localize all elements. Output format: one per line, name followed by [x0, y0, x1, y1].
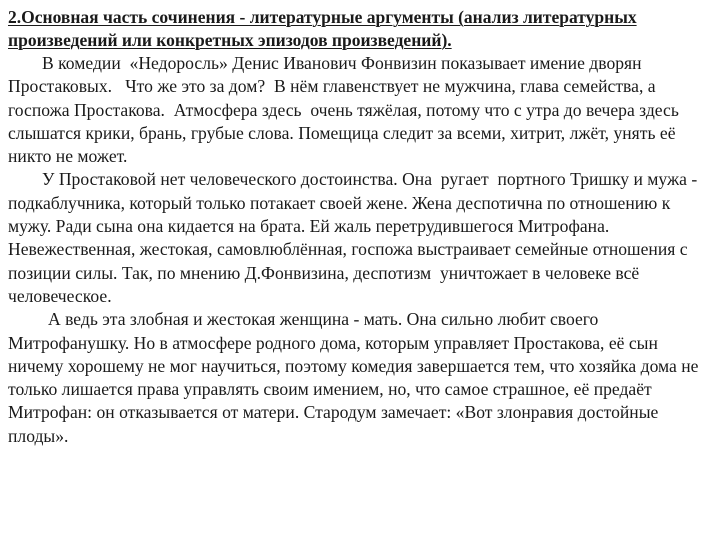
essay-document	[8, 6, 714, 448]
paragraph-1: В комедии «Недоросль» Денис Иванович Фонвизин показывает имение дворян Простаковых. Что же это за дом? В нём главенствует не мужчина, глава семейства, а госпожа Простакова. Атмосфера здесь очень тяжёлая, потому что с утра до вечера здесь слышатся крики, брань, грубые слова. Помещица следит за всеми, хитрит, лжёт, унять её никто не может.	[8, 53, 684, 167]
paragraph-3: А ведь эта злобная и жестокая женщина - мать. Она сильно любит своего Митрофанушку. Но в атмосфере родного дома, которым управляет Простакова, её сын ничему хорошему не мог научиться, поэтому комедия завершается тем, что хозяйка дома не только лишается права управлять своим имением, но, что самое страшное, её предаёт Митрофан: он отказывается от матери. Стародум замечает: «Вот злонравия достойные плоды».	[8, 309, 703, 446]
essay-body	[8, 52, 714, 448]
section-heading: 2.Основная часть сочинения - литературные аргументы (анализ литературных произведений или конкретных эпизодов произведений).	[8, 7, 637, 50]
paragraph-2: У Простаковой нет человеческого достоинства. Она ругает портного Тришку и мужа - подкаблучника, который только потакает своей жене. Жена деспотична по отношению к мужу. Ради сына она кидается на брата. Ей жаль перетрудившегося Митрофана. Невежественная, жестокая, самовлюблённая, госпожа выстраивает семейные отношения с позиции силы. Так, по мнению Д.Фонвизина, деспотизм уничтожает в человеке всё человеческое.	[8, 169, 702, 306]
